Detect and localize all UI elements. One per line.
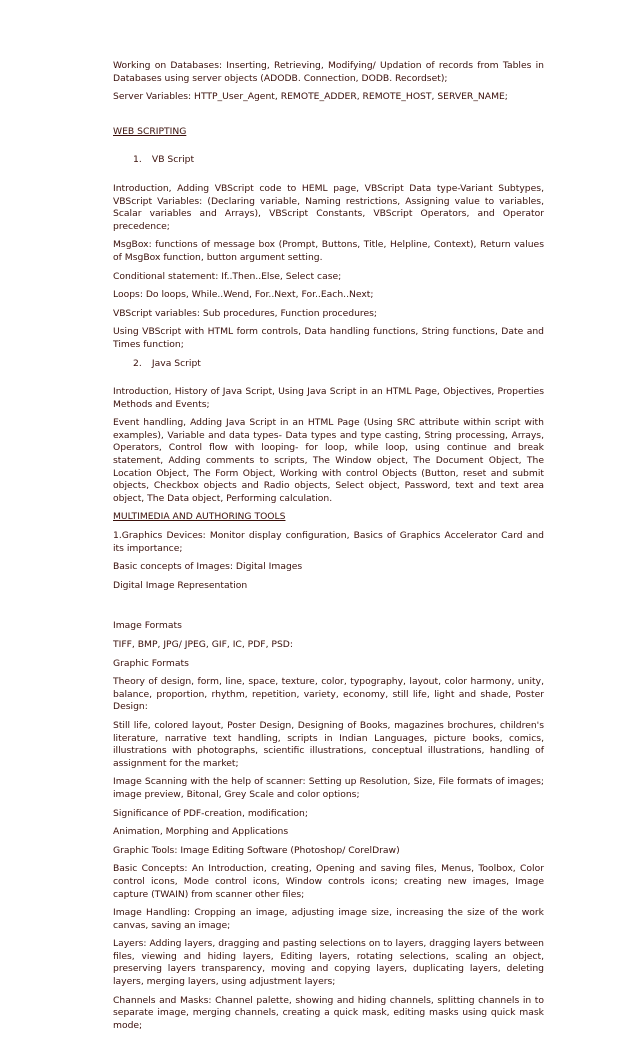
- paragraph: Basic Concepts: An Introduction, creating, Opening and saving files, Menus, Toolbox, Color control icons, Mode control icons, Window controls icons; creating new images, Image capture (TWAIN) from scanner other files;: [113, 863, 544, 900]
- paragraph: Theory of design, form, line, space, texture, color, typography, layout, color harmony, unity, balance, proportion, rhythm, repetition, variety, economy, still life, light and shade, Poster Design:: [113, 676, 544, 713]
- section-heading-multimedia: MULTIMEDIA AND AUTHORING TOOLS: [113, 511, 286, 523]
- paragraph: Graphic Formats: [113, 657, 189, 669]
- paragraph: Working on Databases: Inserting, Retrieving, Modifying/ Updation of records from Tables in Databases using server objects (ADODB. Connection, DODB. Recordset);: [113, 60, 544, 84]
- paragraph: VBScript variables: Sub procedures, Function procedures;: [113, 307, 378, 319]
- paragraph: MsgBox: functions of message box (Prompt, Buttons, Title, Helpline, Context), Return values of MsgBox function, button argument setting.: [113, 239, 544, 263]
- paragraph: Image Formats: [113, 620, 182, 632]
- paragraph: 1.Graphics Devices: Monitor display configuration, Basics of Graphics Accelerator Card and its importance;: [113, 530, 544, 554]
- subsection-title: Java Script: [151, 357, 201, 369]
- list-number: 1.: [133, 154, 142, 166]
- document-page: [113, 60, 544, 1038]
- subsection-title: VB Script: [151, 154, 195, 166]
- numbered-heading-javascript: [113, 358, 544, 371]
- paragraph: Basic concepts of Images: Digital Images: [113, 561, 303, 573]
- numbered-heading-vbscript: [113, 154, 544, 167]
- paragraph: Layers: Adding layers, dragging and pasting selections on to layers, dragging layers between files, viewing and hiding layers, Editing layers, rotating selections, scaling an object, preserving layers transparency, moving and copying layers, duplicating layers, deleting layers, merging layers, using adjustment layers;: [113, 938, 544, 988]
- paragraph: Using VBScript with HTML form controls, Data handling functions, String functions, Date and Times function;: [113, 326, 544, 350]
- paragraph: Significance of PDF-creation, modification;: [113, 807, 308, 819]
- paragraph: Channels and Masks: Channel palette, showing and hiding channels, splitting channels in to separate image, merging channels, creating a quick mask, editing masks using quick mask mode;: [113, 994, 544, 1031]
- paragraph: TIFF, BMP, JPG/ JPEG, GIF, IC, PDF, PSD:: [113, 639, 293, 650]
- paragraph: Loops: Do loops, While..Wend, For..Next, For..Each..Next;: [113, 289, 374, 301]
- paragraph: Image Scanning with the help of scanner: Setting up Resolution, Size, File formats of images; image preview, Bitonal, Grey Scale and color options;: [113, 776, 544, 800]
- paragraph: Graphic Tools: Image Editing Software (Photoshop/ CorelDraw): [113, 844, 400, 856]
- paragraph: Image Handling: Cropping an image, adjusting image size, increasing the size of the work canvas, saving an image;: [113, 907, 544, 931]
- paragraph: Animation, Morphing and Applications: [113, 826, 289, 838]
- paragraph: Digital Image Representation: [113, 579, 248, 591]
- list-number: 2.: [133, 357, 142, 369]
- paragraph: Introduction, History of Java Script, Using Java Script in an HTML Page, Objectives, Properties Methods and Events;: [113, 386, 544, 410]
- paragraph: Still life, colored layout, Poster Design, Designing of Books, magazines brochures, children's literature, narrative text handling, scripts in Indian Languages, picture books, comics, illustrations with photographs, scientific illustrations, conceptual illustrations, handling of assignment for the market;: [113, 719, 544, 769]
- paragraph: Introduction, Adding VBScript code to HEML page, VBScript Data type-Variant Subtypes, VBScript Variables: (Declaring variable, Naming restrictions, Assigning value to variables, Scalar variables and Arrays), VBScript Constants, VBScript Operators, and Operator precedence;: [113, 182, 544, 232]
- paragraph: Server Variables: HTTP_User_Agent, REMOTE_ADDER, REMOTE_HOST, SERVER_NAME;: [113, 91, 508, 103]
- paragraph: Event handling, Adding Java Script in an HTML Page (Using SRC attribute within script with examples), Variable and data types- Data types and type casting, String processing, Arrays, Operators, Control flow with looping- for loop, while loop, using continue and break statement, Adding comments to scripts, The Window object, The Document Object, The Location Object, The Form Object, Working with control Objects (Button, reset and submit objects, Checkbox objects and Radio objects, Select object, Password, text and text area object, The Data object, Performing calculation.: [113, 417, 544, 504]
- paragraph: Conditional statement: If..Then..Else, Select case;: [113, 270, 342, 282]
- section-heading-web-scripting: WEB SCRIPTING: [113, 125, 187, 137]
